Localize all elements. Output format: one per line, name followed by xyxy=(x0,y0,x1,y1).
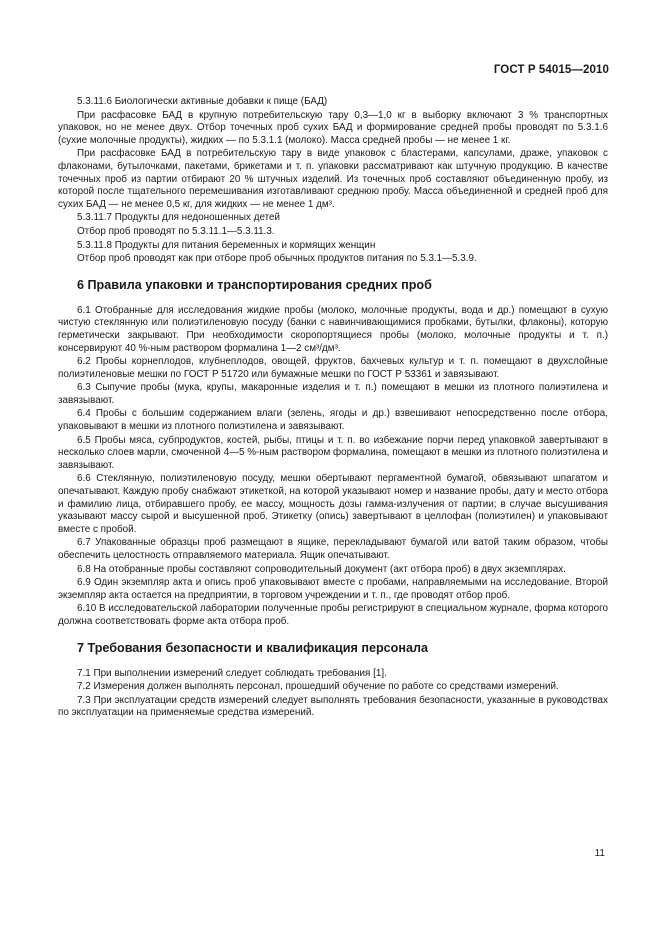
clause-6-3: 6.3 Сыпучие пробы (мука, крупы, макаронные изделия и т. п.) помещают в мешки из плотного полиэтилена и завязывают. xyxy=(58,382,608,406)
clause-6-1: 6.1 Отобранные для исследования жидкие пробы (молоко, молочные продукты, вода и др.) помещают в сухую чистую стеклянную или полиэтиленовую посуду (банки с навинчивающимися пробками, бутылки, флаконы), которую герметически закрывают. При необходимости скоропортящиеся пробы (молоко, молочные продукты и т. п.) консервируют 40 %-ным раствором формалина 1—2 см³/дм³. xyxy=(58,304,608,354)
section-7-heading: 7 Требования безопасности и квалификация персонала xyxy=(77,640,428,655)
clause-5-3-11-6-bulk: При расфасовке БАД в крупную потребительскую тару 0,3—1,0 кг в выборку включают 3 % транспортных упаковок, но не менее двух. Отбор точечных проб сухих БАД и формирование средней пробы проводят по 5.3.1.6 (сухие молочные продукты), жидких — по 5.3.1.1 (молоко). Масса средней пробы — не менее 1 кг. xyxy=(58,109,608,146)
clause-6-2: 6.2 Пробы корнеплодов, клубнеплодов, овощей, фруктов, бахчевых культур и т. п. помещают в двухслойные полиэтиленовые мешки по ГОСТ Р 51720 или бумажные мешки по ГОСТ Р 53361 и завязывают. xyxy=(58,356,608,380)
page-number: 11 xyxy=(594,848,605,859)
page-content xyxy=(58,96,608,721)
section-5-continuation xyxy=(58,96,608,266)
clause-5-3-11-7-title: 5.3.11.7 Продукты для недоношенных детей xyxy=(77,212,281,224)
clause-6-5: 6.5 Пробы мяса, субпродуктов, костей, рыбы, птицы и т. п. во избежание порчи перед упаковкой завертывают в несколько слоев марли, смоченной 4—5 %-ным раствором формалина, помещают в мешки из плотного полиэтилена и завязывают. xyxy=(58,434,608,471)
document-id-header: ГОСТ Р 54015—2010 xyxy=(493,64,609,76)
clause-5-3-11-8-title: 5.3.11.8 Продукты для питания беременных и кормящих женщин xyxy=(77,239,376,251)
clause-7-3: 7.3 При эксплуатации средств измерений следует выполнять требования безопасности, указанные в руководствах по эксплуатации на применяемые средства измерений. xyxy=(58,694,608,719)
clause-5-3-11-8-text: Отбор проб проводят как при отборе проб обычных продуктов питания по 5.3.1—5.3.9. xyxy=(77,253,477,265)
clause-6-8: 6.8 На отобранные пробы составляют сопроводительный документ (акт отбора проб) в двух экземплярах. xyxy=(77,563,566,575)
section-6 xyxy=(58,278,608,629)
clause-5-3-11-6-consumer: При расфасовке БАД в потребительскую тару в виде упаковок с бластерами, капсулами, драже, упаковок с флаконами, бутылочками, пакетами, брикетами и т. п. упаковки рассматривают как штучную продукцию. В качестве точечных проб из партии отбирают 20 % штучных изделий. Из точечных проб составляют объединенную пробу, из которой после тщательного перемешивания изготавливают среднюю пробу. Масса объединенной и средней проб для сухих БАД — не менее 0,5 кг, для жидких — не менее 1 дм³. xyxy=(58,148,608,210)
clause-6-4: 6.4 Пробы с большим содержанием влаги (зелень, ягоды и др.) взвешивают непосредственно после отбора, упаковывают в мешки из плотного полиэтилена и завязывают. xyxy=(58,408,608,433)
clause-6-10: 6.10 В исследовательской лаборатории полученные пробы регистрируют в специальном журнале, форма которого должна соответствовать форме акта отбора проб. xyxy=(58,603,608,627)
section-7 xyxy=(58,641,608,720)
clause-5-3-11-6-title: 5.3.11.6 Биологически активные добавки к пище (БАД) xyxy=(77,96,328,107)
clause-5-3-11-7-text: Отбор проб проводят по 5.3.11.1—5.3.11.3. xyxy=(77,225,275,237)
clause-6-6: 6.6 Стеклянную, полиэтиленовую посуду, мешки обертывают пергаментной бумагой, обвязывают шпагатом и опечатывают. Каждую пробу снабжают этикеткой, на которой указывают номер и название пробы, дату и место отбора и фамилию лица, отбиравшего пробу, ее массу, мощность дозы гамма-излучения от партии; в случае высушивания указывают массу сырой и высушенной проб. Этикетку (опись) завертывают в целлофан (полиэтилен) и упаковывают вместе с пробой. xyxy=(58,473,608,535)
clause-6-9: 6.9 Один экземпляр акта и опись проб упаковывают вместе с пробами, направляемыми на исследование. Второй экземпляр акта остается на предприятии, в торговом учреждении и т. п., где проводят отбор проб. xyxy=(58,577,608,601)
section-6-heading: 6 Правила упаковки и транспортирования средних проб xyxy=(77,277,432,292)
clause-6-7: 6.7 Упакованные образцы проб размещают в ящике, перекладывают бумагой или ватой таким образом, чтобы обеспечить целостность отправляемого материала. Ящик опечатывают. xyxy=(58,537,608,561)
clause-7-2: 7.2 Измерения должен выполнять персонал, прошедший обучение по работе со средствами измерений. xyxy=(77,681,559,693)
clause-7-1: 7.1 При выполнении измерений следует соблюдать требования [1]. xyxy=(77,667,387,679)
